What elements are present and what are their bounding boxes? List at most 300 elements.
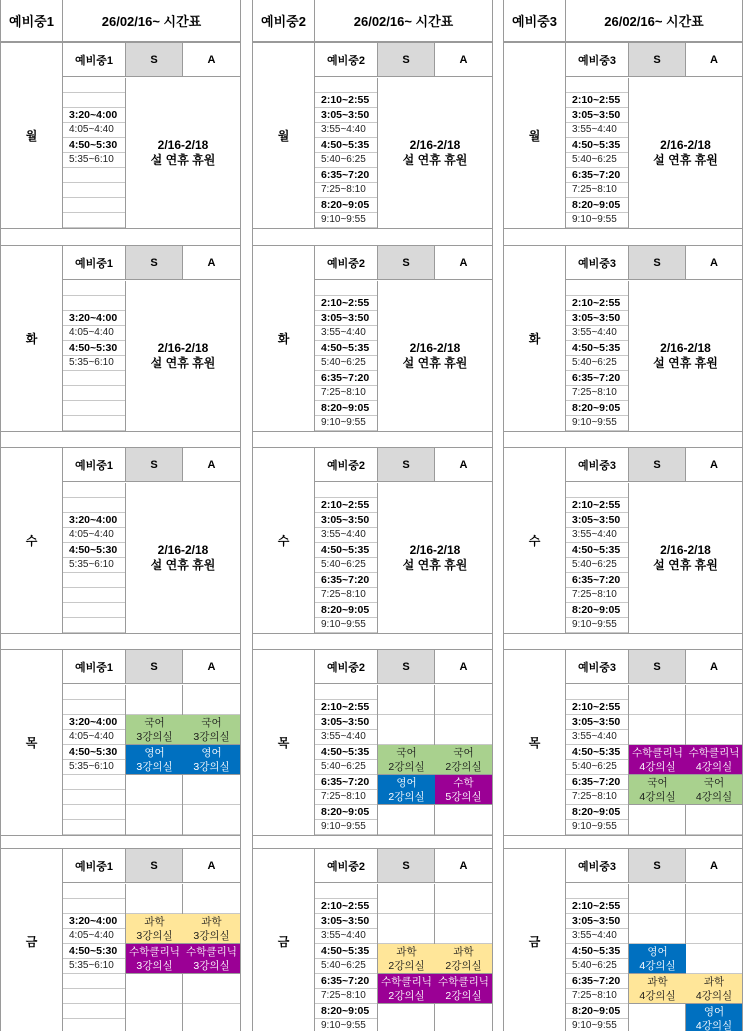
lesson-room: 2강의실 <box>388 790 425 803</box>
time-slot: 2:10~2:55 <box>315 93 377 108</box>
class-a-cell: A <box>710 660 718 673</box>
time-slot: 9:10~9:55 <box>315 1019 377 1031</box>
time-slot: 5:35~6:10 <box>63 356 125 371</box>
time-slot: 3:05~3:50 <box>315 311 377 326</box>
time-slot <box>63 899 125 914</box>
lesson-subject: 영어 <box>144 746 165 759</box>
time-slot <box>315 483 377 498</box>
time-slot: 7:25~8:10 <box>315 790 377 805</box>
time-slot: 8:20~9:05 <box>315 1004 377 1019</box>
lesson-room: 3강의실 <box>136 959 173 972</box>
grid-line <box>378 714 434 715</box>
lesson-cell[interactable] <box>183 914 240 944</box>
grid-line <box>686 913 742 914</box>
time-slot <box>63 296 125 311</box>
day-block-4 <box>504 649 742 836</box>
time-slot <box>315 685 377 700</box>
time-slot: 6:35~7:20 <box>315 168 377 183</box>
time-slot: 9:10~9:55 <box>566 213 628 228</box>
grid-line <box>126 804 182 805</box>
class-name-cell: 예비중3 <box>566 43 629 76</box>
lesson-subject: 수학클리닉 <box>129 945 180 958</box>
time-slot: 9:10~9:55 <box>566 416 628 431</box>
lesson-subject: 수학클리닉 <box>381 975 432 988</box>
lesson-subject: 과학 <box>396 945 417 958</box>
time-column <box>63 483 126 633</box>
grid-line <box>126 1003 182 1004</box>
time-column <box>63 884 126 1031</box>
lesson-subject: 영어 <box>396 776 417 789</box>
holiday-notice <box>378 483 492 633</box>
lesson-cell[interactable] <box>378 944 435 974</box>
lesson-room: 3강의실 <box>193 730 230 743</box>
class-name-cell: 예비중1 <box>63 849 126 882</box>
lesson-cell[interactable] <box>435 944 492 974</box>
lesson-cell[interactable] <box>686 974 742 1004</box>
class-s-cell: S <box>378 246 435 279</box>
time-slot: 7:25~8:10 <box>315 588 377 603</box>
time-slot: 7:25~8:10 <box>566 989 628 1004</box>
class-s-cell: S <box>378 43 435 76</box>
lesson-room: 2강의실 <box>445 989 482 1002</box>
class-s-cell: S <box>378 448 435 481</box>
day-block-1 <box>1 42 240 229</box>
holiday-dates: 2/16-2/18 <box>409 543 461 557</box>
holiday-dates: 2/16-2/18 <box>660 341 711 355</box>
time-slot <box>63 1004 125 1019</box>
class-header-row <box>63 246 240 280</box>
time-slot: 8:20~9:05 <box>315 198 377 213</box>
class-a-cell: A <box>207 256 216 269</box>
class-a-cell: A <box>710 53 718 66</box>
time-slot: 5:40~6:25 <box>566 760 628 775</box>
holiday-notice <box>126 281 240 431</box>
lesson-room: 3강의실 <box>136 760 173 773</box>
lesson-cell[interactable] <box>435 974 492 1004</box>
day-block-5 <box>253 848 492 1031</box>
day-label: 수 <box>1 448 63 633</box>
class-name-cell: 예비중2 <box>315 849 378 882</box>
time-slot: 3:20~4:00 <box>63 715 125 730</box>
lesson-room: 4강의실 <box>695 989 733 1002</box>
class-header-row <box>63 650 240 684</box>
time-slot <box>63 483 125 498</box>
grid-line <box>435 834 492 835</box>
lesson-room: 2강의실 <box>388 959 425 972</box>
lesson-room: 2강의실 <box>388 989 425 1002</box>
timetable-panel-3 <box>503 0 743 1031</box>
time-slot <box>566 483 628 498</box>
time-slot: 2:10~2:55 <box>315 700 377 715</box>
lesson-room: 3강의실 <box>136 730 173 743</box>
grid-line <box>629 913 685 914</box>
time-slot <box>566 685 628 700</box>
grid-line <box>686 714 742 715</box>
holiday-dates: 2/16-2/18 <box>660 138 711 152</box>
time-slot: 8:20~9:05 <box>566 603 628 618</box>
lesson-cell[interactable] <box>435 775 492 805</box>
lesson-cell[interactable] <box>378 974 435 1004</box>
panel-title: 26/02/16~ 시간표 <box>315 0 492 42</box>
lesson-subject: 수학클리닉 <box>186 945 237 958</box>
grid-line <box>686 834 742 835</box>
time-slot: 4:50~5:35 <box>315 341 377 356</box>
time-slot: 3:55~4:40 <box>566 528 628 543</box>
time-slot: 4:50~5:30 <box>63 138 125 153</box>
time-column <box>566 685 629 835</box>
time-slot: 4:50~5:30 <box>63 543 125 558</box>
time-slot: 6:35~7:20 <box>566 371 628 386</box>
time-slot <box>63 498 125 513</box>
time-slot <box>63 685 125 700</box>
time-column <box>566 483 629 633</box>
lesson-room: 5강의실 <box>445 790 482 803</box>
holiday-text: 설 연휴 휴원 <box>402 153 468 167</box>
day-label: 화 <box>504 246 566 431</box>
panel-grade-name: 예비중3 <box>504 0 566 42</box>
lesson-cell[interactable] <box>629 974 686 1004</box>
time-slot <box>63 198 125 213</box>
lesson-room: 2강의실 <box>388 760 425 773</box>
time-column <box>63 281 126 431</box>
time-slot: 6:35~7:20 <box>315 775 377 790</box>
time-slot: 4:50~5:35 <box>566 341 628 356</box>
lesson-cell[interactable] <box>686 775 742 805</box>
holiday-text: 설 연휴 휴원 <box>653 558 718 572</box>
time-slot <box>63 386 125 401</box>
time-slot <box>63 974 125 989</box>
time-slot: 3:55~4:40 <box>315 929 377 944</box>
lesson-cell[interactable] <box>378 745 435 775</box>
class-a-cell: A <box>710 458 718 471</box>
class-header-row <box>315 650 492 684</box>
holiday-text: 설 연휴 휴원 <box>150 153 216 167</box>
time-column <box>315 281 378 431</box>
lesson-cell[interactable] <box>126 715 183 745</box>
panel-title: 26/02/16~ 시간표 <box>566 0 742 42</box>
class-a-cell: A <box>710 256 718 269</box>
time-slot: 4:50~5:35 <box>566 138 628 153</box>
holiday-notice <box>378 281 492 431</box>
time-slot: 5:35~6:10 <box>63 153 125 168</box>
lesson-cell[interactable] <box>629 775 686 805</box>
holiday-dates: 2/16-2/18 <box>409 341 461 355</box>
time-slot: 3:20~4:00 <box>63 108 125 123</box>
class-s-cell: S <box>126 43 183 76</box>
time-slot: 2:10~2:55 <box>566 700 628 715</box>
time-slot: 8:20~9:05 <box>566 198 628 213</box>
class-header-row <box>315 43 492 77</box>
time-slot: 5:40~6:25 <box>566 356 628 371</box>
lesson-room: 3강의실 <box>193 760 230 773</box>
holiday-dates: 2/16-2/18 <box>157 341 209 355</box>
time-slot <box>63 790 125 805</box>
lesson-cell[interactable] <box>126 944 183 974</box>
lesson-room: 4강의실 <box>695 790 733 803</box>
lesson-room: 3강의실 <box>193 959 230 972</box>
time-slot: 3:05~3:50 <box>315 715 377 730</box>
class-a-cell: A <box>459 660 468 673</box>
lesson-cell[interactable] <box>686 1004 742 1031</box>
time-slot <box>63 78 125 93</box>
class-header-row <box>63 849 240 883</box>
lesson-subject: 과학 <box>201 915 222 928</box>
time-slot: 5:40~6:25 <box>566 959 628 974</box>
day-block-2 <box>504 245 742 432</box>
holiday-text: 설 연휴 휴원 <box>653 356 718 370</box>
time-slot: 6:35~7:20 <box>566 974 628 989</box>
lesson-subject: 수학 <box>453 776 474 789</box>
time-slot <box>63 1019 125 1031</box>
class-s-cell: S <box>629 246 686 279</box>
day-label: 월 <box>504 43 566 228</box>
class-name-cell: 예비중1 <box>63 43 126 76</box>
time-slot: 7:25~8:10 <box>566 790 628 805</box>
time-slot: 4:50~5:35 <box>566 745 628 760</box>
lesson-subject: 영어 <box>647 945 668 958</box>
time-slot <box>63 805 125 820</box>
holiday-notice <box>126 78 240 228</box>
time-slot: 3:55~4:40 <box>566 123 628 138</box>
time-slot: 4:50~5:35 <box>315 944 377 959</box>
day-label: 목 <box>253 650 315 835</box>
time-slot <box>63 416 125 431</box>
lesson-subject: 과학 <box>703 975 725 988</box>
lesson-room: 3강의실 <box>193 929 230 942</box>
time-slot: 2:10~2:55 <box>566 296 628 311</box>
class-name-cell: 예비중3 <box>566 448 629 481</box>
time-slot <box>63 93 125 108</box>
day-label: 월 <box>1 43 63 228</box>
class-header-row <box>315 849 492 883</box>
time-slot: 4:50~5:35 <box>315 543 377 558</box>
time-slot: 3:05~3:50 <box>315 513 377 528</box>
lesson-cell[interactable] <box>629 745 686 775</box>
time-slot: 6:35~7:20 <box>315 573 377 588</box>
lesson-cell[interactable] <box>183 944 240 974</box>
holiday-dates: 2/16-2/18 <box>409 138 461 152</box>
time-slot: 3:05~3:50 <box>566 513 628 528</box>
grid-line <box>629 834 685 835</box>
time-slot: 5:40~6:25 <box>566 558 628 573</box>
time-slot <box>63 588 125 603</box>
lesson-cell[interactable] <box>126 745 183 775</box>
timetable-panel-1 <box>0 0 241 1031</box>
time-slot: 6:35~7:20 <box>566 168 628 183</box>
class-s-cell: S <box>629 849 686 882</box>
class-s-cell: S <box>629 43 686 76</box>
time-slot: 3:05~3:50 <box>566 715 628 730</box>
time-slot: 2:10~2:55 <box>566 93 628 108</box>
grid-line <box>183 804 240 805</box>
time-slot: 8:20~9:05 <box>566 1004 628 1019</box>
class-s-cell: S <box>378 849 435 882</box>
lesson-subject: 수학클리닉 <box>632 746 683 759</box>
time-slot <box>63 700 125 715</box>
day-block-4 <box>1 649 240 836</box>
time-slot: 9:10~9:55 <box>315 820 377 835</box>
lesson-subject: 수학클리닉 <box>438 975 489 988</box>
lesson-subject: 영어 <box>703 1005 725 1018</box>
day-block-4 <box>253 649 492 836</box>
lesson-subject: 영어 <box>201 746 222 759</box>
lesson-subject: 국어 <box>453 746 474 759</box>
time-slot: 4:50~5:35 <box>315 745 377 760</box>
class-s-cell: S <box>126 246 183 279</box>
time-slot: 3:55~4:40 <box>566 730 628 745</box>
day-block-3 <box>504 447 742 634</box>
time-slot <box>63 618 125 633</box>
class-header-row <box>566 650 742 684</box>
class-name-cell: 예비중1 <box>63 448 126 481</box>
class-header-row <box>566 849 742 883</box>
class-name-cell: 예비중2 <box>315 246 378 279</box>
day-label: 금 <box>1 849 63 1031</box>
lesson-room: 4강의실 <box>639 790 676 803</box>
lesson-room: 4강의실 <box>695 760 733 773</box>
day-label: 월 <box>253 43 315 228</box>
lesson-room: 2강의실 <box>445 760 482 773</box>
class-name-cell: 예비중1 <box>63 246 126 279</box>
grid-line <box>183 1003 240 1004</box>
lesson-subject: 수학클리닉 <box>688 746 740 759</box>
time-slot: 9:10~9:55 <box>315 618 377 633</box>
time-slot: 3:55~4:40 <box>566 326 628 341</box>
lesson-cell[interactable] <box>629 944 686 974</box>
lesson-cell[interactable] <box>378 775 435 805</box>
grid-line <box>126 834 182 835</box>
time-column <box>63 78 126 228</box>
class-a-cell: A <box>459 859 468 872</box>
time-slot <box>315 78 377 93</box>
time-slot: 4:50~5:30 <box>63 745 125 760</box>
class-s-cell: S <box>126 650 183 683</box>
lesson-cell[interactable] <box>686 745 742 775</box>
time-slot: 8:20~9:05 <box>315 603 377 618</box>
time-slot: 2:10~2:55 <box>566 498 628 513</box>
class-a-cell: A <box>710 859 718 872</box>
class-a-cell: A <box>207 53 216 66</box>
time-column <box>566 78 629 228</box>
holiday-text: 설 연휴 휴원 <box>653 153 718 167</box>
time-slot: 3:05~3:50 <box>566 914 628 929</box>
panel-grade-name: 예비중1 <box>1 0 63 42</box>
panel-grade-name: 예비중2 <box>253 0 315 42</box>
day-block-5 <box>504 848 742 1031</box>
day-block-5 <box>1 848 240 1031</box>
time-slot: 6:35~7:20 <box>566 573 628 588</box>
lesson-cell[interactable] <box>183 715 240 745</box>
time-slot: 3:20~4:00 <box>63 914 125 929</box>
time-slot: 3:05~3:50 <box>315 914 377 929</box>
time-column <box>315 884 378 1031</box>
lesson-subject: 국어 <box>144 716 165 729</box>
class-s-cell: S <box>629 650 686 683</box>
lesson-cell[interactable] <box>183 745 240 775</box>
time-slot: 5:40~6:25 <box>315 356 377 371</box>
class-name-cell: 예비중3 <box>566 246 629 279</box>
time-slot <box>63 213 125 228</box>
time-slot: 7:25~8:10 <box>566 386 628 401</box>
class-header-row <box>63 43 240 77</box>
time-slot: 8:20~9:05 <box>566 401 628 416</box>
day-label: 금 <box>253 849 315 1031</box>
time-slot: 3:05~3:50 <box>315 108 377 123</box>
timetable-panel-2 <box>252 0 493 1031</box>
time-slot: 5:35~6:10 <box>63 760 125 775</box>
time-slot <box>566 78 628 93</box>
lesson-subject: 국어 <box>647 776 668 789</box>
time-slot: 3:05~3:50 <box>566 108 628 123</box>
time-slot: 9:10~9:55 <box>315 213 377 228</box>
day-block-3 <box>1 447 240 634</box>
class-name-cell: 예비중3 <box>566 650 629 683</box>
day-label: 화 <box>1 246 63 431</box>
grid-line <box>686 943 742 944</box>
lesson-subject: 국어 <box>396 746 417 759</box>
day-block-2 <box>1 245 240 432</box>
time-slot <box>63 884 125 899</box>
class-header-row <box>63 448 240 482</box>
class-s-cell: S <box>378 650 435 683</box>
time-slot: 4:50~5:35 <box>315 138 377 153</box>
day-label: 목 <box>504 650 566 835</box>
holiday-notice <box>629 483 742 633</box>
holiday-notice <box>629 78 742 228</box>
time-slot: 5:40~6:25 <box>315 558 377 573</box>
class-header-row <box>566 43 742 77</box>
lesson-subject: 국어 <box>201 716 222 729</box>
time-slot: 3:55~4:40 <box>315 123 377 138</box>
class-a-cell: A <box>207 660 216 673</box>
holiday-text: 설 연휴 휴원 <box>402 356 468 370</box>
time-slot <box>566 884 628 899</box>
class-name-cell: 예비중2 <box>315 43 378 76</box>
holiday-dates: 2/16-2/18 <box>157 138 209 152</box>
time-slot <box>315 281 377 296</box>
grid-line <box>629 714 685 715</box>
class-a-cell: A <box>459 53 468 66</box>
time-slot: 8:20~9:05 <box>566 805 628 820</box>
lesson-cell[interactable] <box>126 914 183 944</box>
time-slot <box>63 603 125 618</box>
time-slot: 3:55~4:40 <box>315 326 377 341</box>
time-column <box>566 884 629 1031</box>
time-slot: 3:55~4:40 <box>315 528 377 543</box>
time-slot: 6:35~7:20 <box>566 775 628 790</box>
time-slot: 9:10~9:55 <box>566 618 628 633</box>
lesson-room: 4강의실 <box>695 1019 733 1031</box>
time-slot <box>63 401 125 416</box>
lesson-room: 4강의실 <box>639 989 676 1002</box>
time-slot: 2:10~2:55 <box>315 296 377 311</box>
class-a-cell: A <box>207 859 216 872</box>
lesson-subject: 과학 <box>453 945 474 958</box>
time-slot: 4:50~5:30 <box>63 944 125 959</box>
lesson-cell[interactable] <box>435 745 492 775</box>
lesson-room: 3강의실 <box>136 929 173 942</box>
time-slot: 5:35~6:10 <box>63 558 125 573</box>
time-column <box>315 78 378 228</box>
class-header-row <box>566 448 742 482</box>
grid-line <box>435 714 492 715</box>
day-block-1 <box>253 42 492 229</box>
class-name-cell: 예비중2 <box>315 448 378 481</box>
time-slot: 2:10~2:55 <box>315 899 377 914</box>
panel-title: 26/02/16~ 시간표 <box>63 0 240 42</box>
class-header-row <box>315 246 492 280</box>
class-name-cell: 예비중2 <box>315 650 378 683</box>
